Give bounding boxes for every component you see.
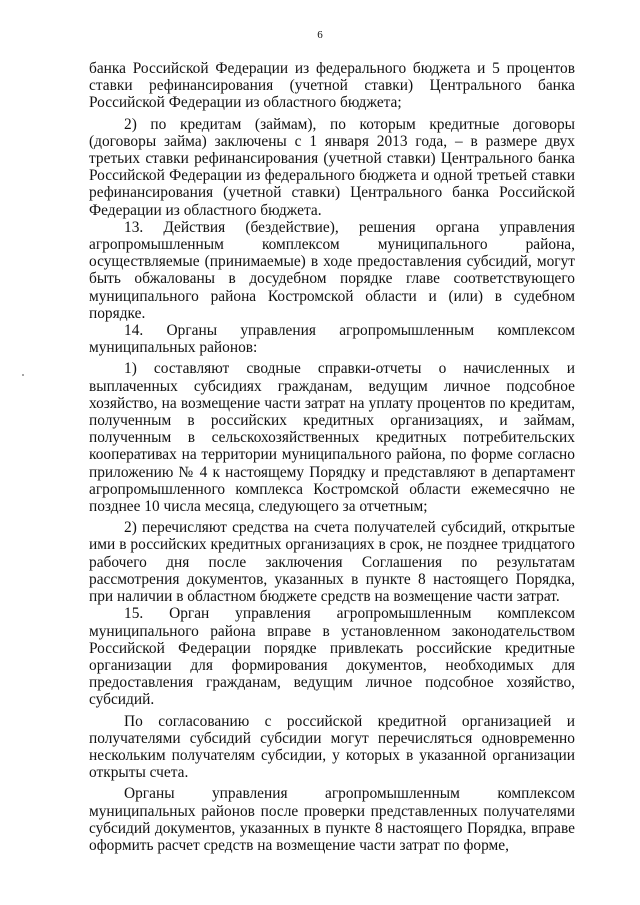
paragraph-item-13: 13. Действия (бездействие), решения органа управления агропромышленным комплексом муниципального района, осуществляемые (принимаемые) в ходе предоставления субсидий, могут быть обжалованы в досудебном порядке главе соответствующего муниципального района Костромской области и (или) в судебном порядке.: [89, 218, 575, 322]
paragraph-continuation: банка Российской Федерации из федерального бюджета и 5 процентов ставки рефинансирования (учетной ставки) Центрального банка Российской Федерации из областного бюджета;: [89, 60, 575, 112]
paragraph-item-14: 14. Органы управления агропромышленным комплексом муниципальных районов:: [89, 322, 575, 357]
page-number: 6: [317, 29, 323, 41]
paragraph-subitem-2: 2) по кредитам (займам), по которым кредитные договоры (договоры займа) заключены с 1 января 2013 года, – в размере двух третьих ставки рефинансирования (учетной ставки) Центрального банка Российской Федерации из федерального бюджета и одной третьей ставки рефинансирования (учетной ставки) Центрального банка Российской Федерации из областного бюджета.: [89, 115, 575, 219]
document-body: [89, 60, 575, 854]
margin-mark: [22, 374, 24, 376]
paragraph-item-15: 15. Орган управления агропромышленным комплексом муниципального района вправе в установленном законодательством Российской Федерации порядке привлекать российские кредитные организации для формирования документов, необходимых для предоставления гражданам, ведущим личное подсобное хозяйство, субсидий.: [89, 605, 575, 709]
paragraph-item-14-subitem-1: 1) составляют сводные справки-отчеты о начисленных и выплаченных субсидиях гражданам, ведущим личное подсобное хозяйство, на возмещение части затрат на уплату процентов по кредитам, полученным в российских кредитных организациях, и займам, полученным в сельскохозяйственных кредитных потребительских кооперативах на территории муниципального района, по форме согласно приложению № 4 к настоящему Порядку и представляют в департамент агропромышленного комплекса Костромской области ежемесячно не позднее 10 числа месяца, следующего за отчетным;: [89, 360, 575, 516]
paragraph-consent: По согласованию с российской кредитной организацией и получателями субсидий субсидии могут перечисляться одновременно нескольким получателям субсидии, у которых в указанной организации открыты счета.: [89, 712, 575, 782]
paragraph-item-14-subitem-2: 2) перечисляют средства на счета получателей субсидий, открытые ими в российских кредитных организациях в срок, не позднее тридцатого рабочего дня после заключения Соглашения по результатам рассмотрения документов, указанных в пункте 8 настоящего Порядка, при наличии в областном бюджете средств на возмещение части затрат.: [89, 519, 575, 606]
paragraph-calculation: Органы управления агропромышленным комплексом муниципальных районов после проверки представленных получателями субсидий документов, указанных в пункте 8 настоящего Порядка, вправе оформить расчет средств на возмещение части затрат по форме,: [89, 785, 575, 854]
